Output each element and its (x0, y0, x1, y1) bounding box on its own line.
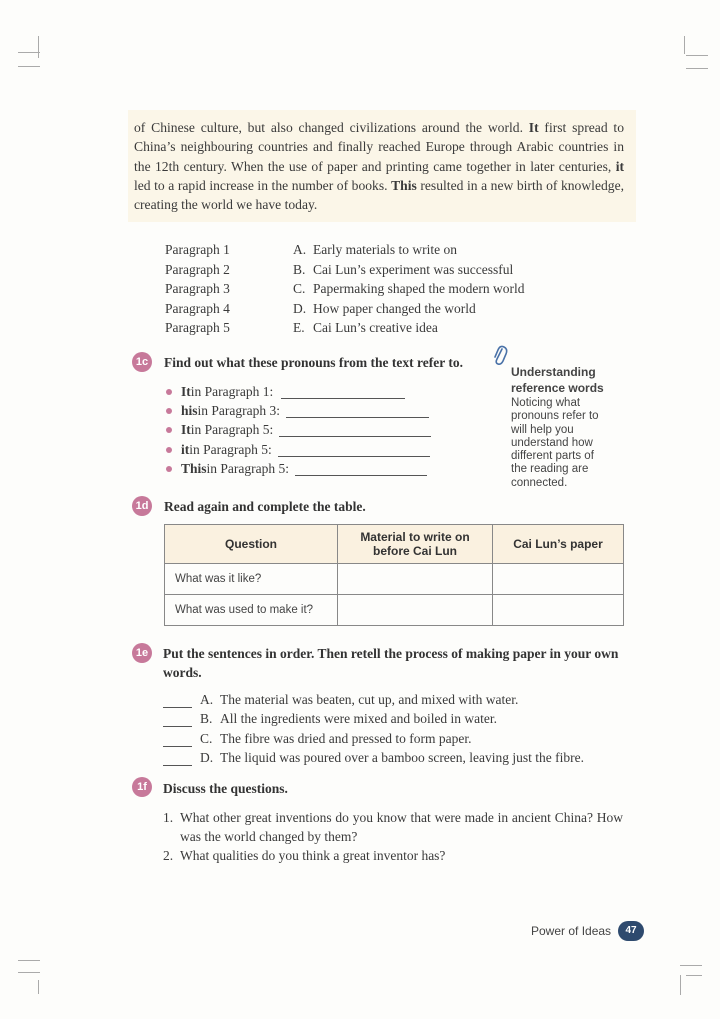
option-letter: B. (293, 261, 306, 277)
passage-segment: first spread to China’s neighbouring countries and finally reached Europe through Arabic countries in the 12th century. When the use of paper and printing came together in later centuries, (134, 120, 624, 174)
answer-line[interactable] (286, 404, 429, 418)
item-text: The material was beaten, cut up, and mixed with water. (220, 691, 519, 707)
order-blank[interactable] (163, 732, 192, 747)
tip-box (511, 364, 613, 490)
matching-exercise (165, 240, 524, 338)
pronoun-list (166, 382, 431, 479)
question-number: 2. (163, 848, 174, 864)
table-header: Material to write on before Cai Lun (338, 525, 493, 564)
order-blank[interactable] (163, 693, 192, 708)
passage-segment: resulted in a new birth of knowledge, creating the world we have today. (134, 177, 625, 213)
answer-line[interactable] (281, 385, 405, 399)
pronoun-word: It (181, 422, 191, 438)
section-number-1d: 1d (132, 496, 152, 516)
paragraph-label: Paragraph 1 (165, 242, 230, 257)
tip-title: Understanding reference words (511, 365, 604, 395)
option-letter: E. (293, 320, 305, 335)
section-number-1c: 1c (132, 352, 152, 372)
paragraph-label: Paragraph 4 (165, 300, 230, 316)
answer-line[interactable] (279, 423, 431, 437)
comparison-table (164, 524, 624, 626)
section-title-1c: Find out what these pronouns from the text refer to. (164, 355, 463, 370)
option-text: Early materials to write on (313, 242, 457, 257)
item-letter: A. (200, 691, 214, 707)
answer-cell[interactable] (338, 595, 493, 626)
option-text: Cai Lun’s experiment was successful (313, 261, 514, 277)
pronoun-location: in Paragraph 5: (190, 422, 274, 438)
pronoun-location: in Paragraph 1: (190, 383, 274, 399)
table-row (165, 595, 624, 626)
passage-text (134, 118, 624, 214)
option-text: Papermaking shaped the modern world (313, 281, 525, 296)
bold-pronoun: This (391, 177, 417, 193)
question-text: What qualities do you think a great inventor has? (180, 848, 446, 864)
pronoun-word: his (181, 403, 198, 419)
answer-line[interactable] (278, 443, 430, 457)
pronoun-location: in Paragraph 5: (206, 461, 290, 477)
question-text: What other great inventions do you know that were made in ancient China? How was the world changed by them? (180, 810, 623, 845)
passage-segment: of Chinese culture, but also changed civilizations around the world. (134, 120, 529, 135)
item-text: The fibre was dried and pressed to form paper. (220, 730, 472, 746)
page-number-badge: 47 (618, 921, 644, 941)
order-blank[interactable] (163, 712, 192, 727)
answer-cell[interactable] (493, 564, 624, 595)
item-text: All the ingredients were mixed and boiled in water. (220, 711, 498, 726)
pronoun-location: in Paragraph 3: (197, 403, 280, 419)
option-text: How paper changed the world (313, 300, 476, 316)
bold-pronoun: it (615, 158, 624, 174)
answer-cell[interactable] (493, 595, 624, 626)
order-blank[interactable] (163, 751, 192, 766)
pronoun-location: in Paragraph 5: (189, 441, 272, 457)
option-letter: A. (293, 242, 307, 257)
bold-pronoun: It (528, 120, 539, 135)
paperclip-icon (492, 344, 508, 371)
bullet-dot (166, 389, 172, 395)
item-letter: B. (200, 711, 213, 726)
unit-title: Power of Ideas (531, 924, 612, 938)
row-question: What was used to make it? (165, 595, 338, 626)
paragraph-label: Paragraph 2 (165, 261, 230, 277)
tip-body: Noticing what pronouns refer to will help you understand how different parts of the reading are connected. (511, 397, 599, 489)
table-row (165, 564, 624, 595)
bullet-dot (166, 466, 172, 472)
reading-passage-excerpt (128, 110, 636, 222)
option-text: Cai Lun’s creative idea (313, 320, 438, 335)
ordering-exercise (163, 688, 584, 766)
section-title-1d: Read again and complete the table. (164, 499, 366, 514)
passage-segment: led to a rapid increase in the number of books. (134, 177, 392, 193)
answer-cell[interactable] (338, 564, 493, 595)
paragraph-label: Paragraph 5 (165, 320, 230, 335)
item-text: The liquid was poured over a bamboo screen, leaving just the fibre. (220, 750, 585, 765)
pronoun-word: This (181, 461, 207, 477)
table-header: Cai Lun’s paper (493, 525, 624, 564)
section-number-1f: 1f (132, 777, 152, 797)
item-letter: C. (200, 730, 213, 746)
pronoun-word: it (181, 441, 190, 457)
section-title-1e: Put the sentences in order. Then retell the process of making paper in your own words. (163, 646, 619, 680)
question-number: 1. (163, 810, 174, 825)
option-letter: C. (293, 281, 306, 296)
bullet-dot (166, 427, 172, 433)
row-question: What was it like? (165, 564, 338, 595)
discussion-questions (163, 808, 623, 866)
item-letter: D. (200, 750, 214, 765)
table-header: Question (165, 525, 338, 564)
section-title-1f: Discuss the questions. (163, 781, 288, 796)
answer-line[interactable] (295, 462, 427, 476)
pronoun-word: It (181, 383, 191, 399)
paragraph-label: Paragraph 3 (165, 281, 230, 296)
bullet-dot (166, 447, 172, 453)
option-letter: D. (293, 300, 307, 316)
section-number-1e: 1e (132, 643, 152, 663)
bullet-dot (166, 408, 172, 414)
